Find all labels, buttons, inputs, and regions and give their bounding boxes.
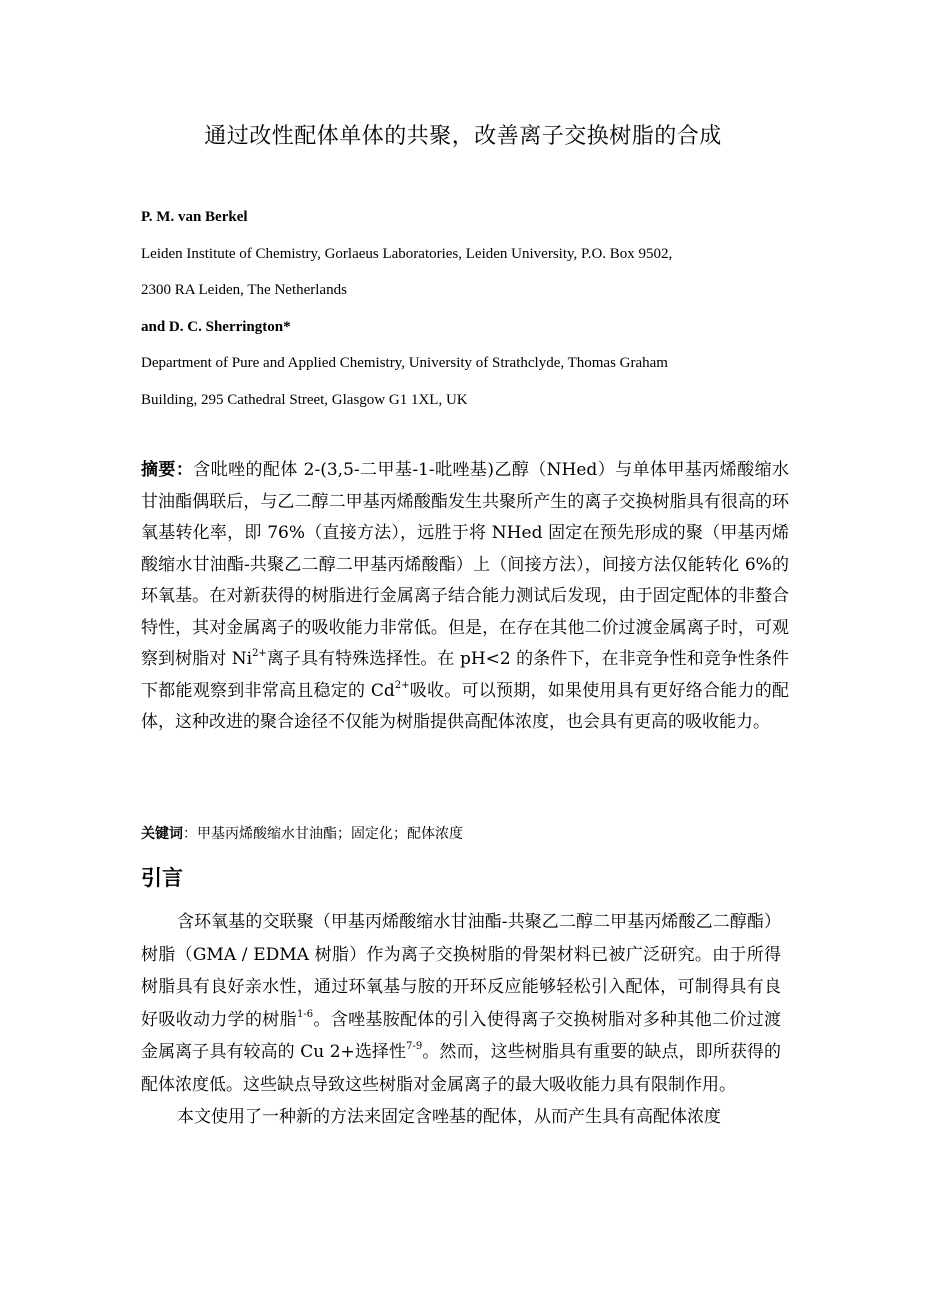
affiliation-line: Department of Pure and Applied Chemistry, University of Strathclyde, Thomas Graham xyxy=(141,355,668,371)
affiliation-line: 2300 RA Leiden, The Netherlands xyxy=(141,282,347,298)
affiliation-line: Building, 295 Cathedral Street, Glasgow G1 1XL, UK xyxy=(141,391,468,408)
keywords-label: 关键词 xyxy=(141,826,183,842)
abstract-text: 吸收。可以预期，如果使用具有更好络合能力的配体，这种改进的聚合途径不仅能为树脂提供高配体浓度，也会具有更高的吸收能力。 xyxy=(141,680,790,732)
paragraph-text: 。含唑基胺配体的引入使得离子交换树脂对多种其他二价过渡金属离子具有较高的 Cu 2+选择性 xyxy=(141,1009,782,1062)
affiliation-line: Leiden Institute of Chemistry, Gorlaeus Laboratories, Leiden University, P.O. Box 9502, xyxy=(141,245,673,262)
keywords-text: ：甲基丙烯酸缩水甘油酯；固定化；配体浓度 xyxy=(183,826,463,842)
superscript: 2+ xyxy=(394,679,410,691)
paragraph-text: 含环氧基的交联聚（甲基丙烯酸缩水甘油酯-共聚乙二醇二甲基丙烯酸乙二醇酯）树脂（GMA / EDMA 树脂）作为离子交换树脂的骨架材料已被广泛研究。由于所得树脂具有良好亲水性，通过环氧基与胺的开环反应能够轻松引入配体，可制得具有良好吸收动力学的树脂 xyxy=(141,912,781,1030)
paragraph: 本文使用了一种新的方法来固定含唑基的配体，从而产生具有高配体浓度 xyxy=(177,1107,721,1127)
paper-title: 通过改性配体单体的共聚，改善离子交换树脂的合成 xyxy=(204,124,722,149)
superscript: 2+ xyxy=(252,648,267,660)
section-heading: 引言 xyxy=(141,866,183,890)
author-name: P. M. van Berkel xyxy=(141,209,248,225)
paragraph xyxy=(141,906,781,1101)
abstract-text: 含吡唑的配体 2-(3,5-二甲基-1-吡唑基)乙醇（NHed）与单体甲基丙烯酸缩水甘油酯偶联后，与乙二醇二甲基丙烯酸酯发生共聚所产生的离子交换树脂具有很高的环氧基转化率，即 76%（直接方法），远胜于将 NHed 固定在预先形成的聚（甲基丙烯酸缩水甘油酯-共聚乙二醇二甲基丙烯酸酯）上（间接方法），间接方法仅能转化 6%的环氧基。在对新获得的树脂进行金属离子结合能力测试后发现，由于固定配体的非螯合特性，其对金属离子的吸收能力非常低。但是，在存在其他二价过渡金属离子时，可观察到树脂对 Ni xyxy=(141,460,789,669)
author-block xyxy=(141,205,801,424)
citation-ref: 7-9 xyxy=(406,1041,423,1053)
keywords xyxy=(141,822,789,846)
introduction-body xyxy=(141,906,781,1134)
abstract-text: 离子具有特殊选择性。在 pH<2 的条件下，在非竞争性和竞争性条件下都能观察到非常高且稳定的 Cd xyxy=(141,649,790,701)
abstract-label: 摘要： xyxy=(141,460,194,480)
author-name: and D. C. Sherrington* xyxy=(141,318,291,335)
abstract xyxy=(141,455,789,739)
paragraph-text: 。然而，这些树脂具有重要的缺点，即所获得的配体浓度低。这些缺点导致这些树脂对金属离子的最大吸收能力具有限制作用。 xyxy=(141,1042,782,1095)
citation-ref: 1-6 xyxy=(296,1008,314,1020)
